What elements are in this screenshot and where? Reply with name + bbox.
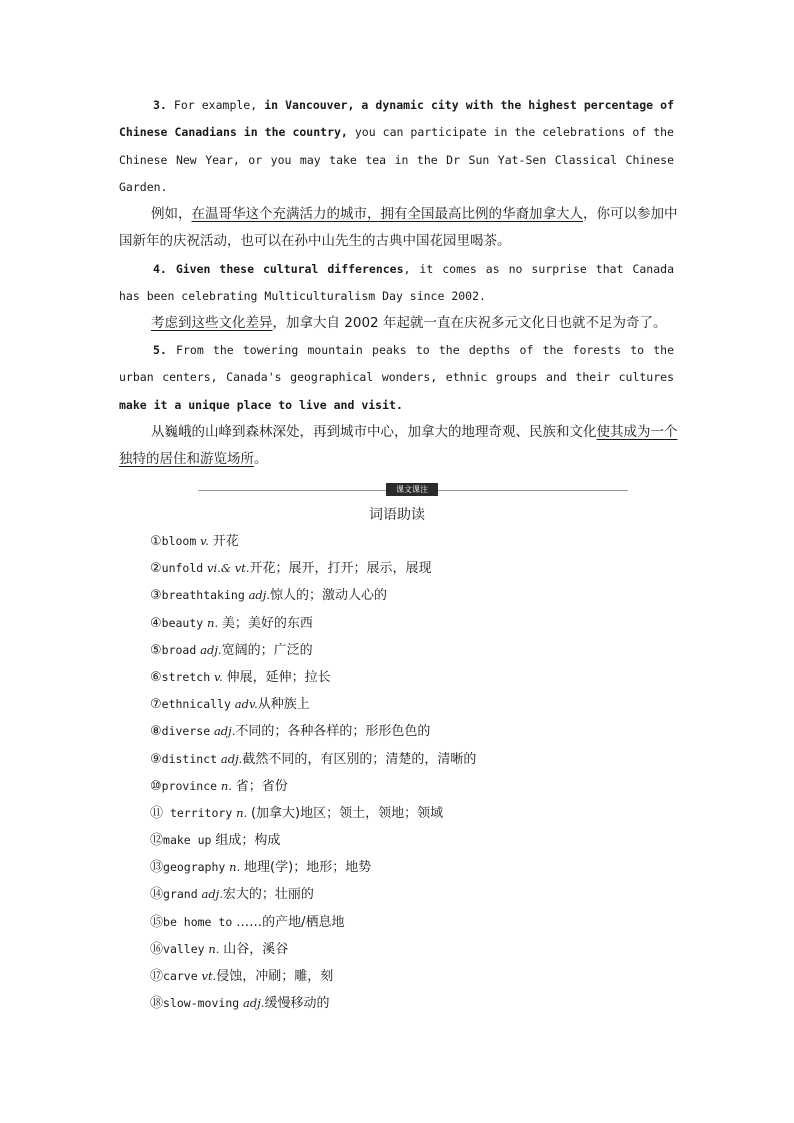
vocab-meaning: 组成；构成 (215, 833, 281, 849)
vocab-word: broad (161, 642, 197, 657)
vocab-word: distinct (161, 751, 218, 766)
vocab-pos: v. (200, 534, 209, 548)
vocab-item (150, 555, 670, 582)
vocab-item (150, 610, 670, 637)
vocab-word: geography (163, 860, 226, 875)
vocab-word: carve (163, 969, 198, 983)
vocab-item (150, 582, 670, 609)
vocab-pos: adj. (213, 724, 236, 739)
vocab-item (150, 936, 670, 963)
vocab-meaning: 宏大的；壮丽的 (222, 887, 314, 903)
passage-3-en-part-1: in Vancouver, a dynamic city with the highest percentage of Chinese Canadians in the country, (119, 98, 674, 140)
vocab-number: ② (150, 561, 162, 577)
passage-5-zh-part-1: 使其成为一个独特的居住和游览场所 (119, 424, 678, 468)
vocab-title: 词语助读 (369, 507, 425, 523)
vocab-item (150, 637, 670, 664)
vocab-word: bloom (161, 534, 197, 548)
passage-4-english (119, 256, 674, 311)
passage-3-zh-part-2: ，你可以参加中国新年的庆祝活动，也可以在孙中山先生的古典中国花园里喝茶。 (119, 206, 678, 250)
vocab-word: stretch (161, 669, 211, 684)
vocab-meaning: 不同的；各种各样的；形形色色的 (235, 724, 431, 740)
vocab-meaning: 侵蚀，冲刷；雕，刻 (216, 969, 334, 984)
vocab-number: ⑫ (150, 833, 164, 849)
vocab-item (150, 909, 670, 936)
vocab-number: ⑪ (150, 805, 164, 821)
vocab-item (150, 800, 670, 827)
vocab-meaning: 美；美好的东西 (221, 615, 313, 631)
vocab-pos: vt. (201, 969, 217, 983)
passage-3-zh-part-1: 在温哥华这个充满活力的城市，拥有全国最高比例的华裔加拿大人 (191, 206, 583, 222)
vocab-pos: adj. (201, 887, 223, 902)
vocab-meaning: (加拿大)地区；领土，领地；领域 (250, 805, 444, 821)
vocab-item (150, 773, 670, 800)
vocab-number: ⑱ (150, 996, 164, 1012)
vocab-number: ⑯ (150, 941, 164, 957)
passage-5-number: 5. (153, 343, 167, 357)
passage-3-chinese (119, 201, 679, 256)
vocab-item (150, 854, 670, 881)
vocab-word: slow-moving (163, 996, 240, 1011)
passage-3-zh-part-0: 例如， (151, 206, 192, 222)
vocab-number: ⑧ (150, 724, 162, 740)
vocab-number: ⑤ (150, 642, 162, 658)
vocab-word: territory (163, 805, 233, 820)
vocab-pos: n. (220, 778, 232, 793)
vocab-pos: adj. (248, 588, 271, 603)
vocab-pos: v. (213, 669, 223, 684)
vocab-word: beauty (161, 615, 204, 630)
vocab-pos: adj. (243, 996, 265, 1011)
vocab-word: make up (163, 833, 212, 848)
vocab-pos: vi.& vt. (207, 561, 250, 576)
vocab-item (150, 827, 670, 854)
vocab-list (150, 528, 670, 1017)
vocab-word: be home to (163, 914, 233, 929)
vocab-word: unfold (161, 561, 204, 576)
vocab-item (150, 963, 670, 990)
vocab-number: ⑬ (150, 860, 164, 876)
vocab-item (150, 691, 670, 718)
vocab-pos: n. (207, 615, 219, 630)
vocab-item (150, 881, 670, 908)
passage-4-en-part-1: , it comes as no surprise that Canada has been celebrating Multiculturalism Day since 2002. (119, 262, 674, 304)
vocab-word: ethnically (161, 697, 231, 712)
vocab-number: ⑦ (150, 697, 162, 713)
section-tag: 课文课注 (386, 483, 438, 496)
passage-3-en-part-2: you can participate in the celebrations of the Chinese New Year, or you may take tea in the Dr Sun Yat-Sen Classical Chinese Garden. (119, 125, 674, 194)
vocab-number: ⑩ (150, 778, 162, 794)
passage-5-zh-part-0: 从巍峨的山峰到森林深处，再到城市中心，加拿大的地理奇观、民族和文化 (151, 424, 597, 440)
passage-3-en-part-0: For example, (166, 98, 265, 112)
vocab-pos: adj. (200, 642, 222, 657)
vocab-item (150, 718, 670, 745)
vocab-meaning: ……的产地/栖息地 (236, 914, 345, 930)
vocab-number: ① (150, 534, 162, 549)
vocab-meaning: 惊人的；激动人心的 (270, 588, 388, 604)
passage-5-chinese (119, 419, 679, 474)
vocab-number: ⑮ (150, 914, 164, 930)
vocab-number: ③ (150, 588, 162, 604)
vocab-pos: n. (229, 860, 241, 875)
passage-5-en-part-1: make it a unique place to live and visit. (119, 397, 403, 412)
passage-4-chinese (119, 310, 679, 337)
vocab-meaning: 宽阔的；广泛的 (221, 642, 313, 658)
vocab-pos: n. (208, 941, 220, 956)
passage-5-english (119, 337, 674, 419)
vocab-meaning: 伸展，延伸；拉长 (226, 669, 331, 685)
vocab-item (150, 664, 670, 691)
vocab-number: ⑨ (150, 751, 162, 767)
vocab-word: valley (163, 941, 205, 956)
passage-4-number: 4. (153, 262, 167, 276)
vocab-pos: n. (236, 805, 248, 820)
vocab-item (150, 528, 670, 555)
vocab-pos: adj. (220, 751, 243, 766)
vocab-item (150, 746, 670, 773)
passage-5-en-part-0: From the towering mountain peaks to the depths of the forests to the urban centers, Canada's geographical wonders, ethnic groups and their cultures (119, 343, 674, 385)
vocab-word: grand (163, 887, 198, 902)
vocab-number: ④ (150, 615, 162, 631)
vocab-number: ⑰ (150, 969, 164, 984)
vocab-meaning: 地理(学)；地形；地势 (244, 860, 372, 876)
vocab-word: diverse (161, 724, 211, 739)
vocab-word: province (161, 778, 218, 793)
vocab-item (150, 990, 670, 1017)
vocab-number: ⑥ (150, 669, 162, 685)
passage-4-zh-part-0: 考虑到这些文化差异 (151, 315, 273, 331)
vocab-meaning: 山谷，溪谷 (223, 941, 289, 957)
passage-3-english (119, 92, 674, 201)
vocab-number: ⑭ (150, 887, 164, 903)
vocab-meaning: 从种族上 (257, 697, 310, 713)
passage-4-en-part-0: Given these cultural differences (166, 262, 404, 276)
vocab-pos: adv. (234, 697, 258, 712)
vocab-meaning: 缓慢移动的 (264, 996, 330, 1012)
passage-5-zh-part-2: 。 (254, 451, 268, 468)
vocab-meaning: 开花；展开，打开；展示，展现 (249, 561, 432, 577)
passage-4-zh-part-1: ，加拿大自 2002 年起就一直在庆祝多元文化日也就不足为奇了。 (272, 315, 667, 331)
vocab-meaning: 省；省份 (235, 778, 288, 794)
vocab-meaning: 开花 (212, 534, 239, 549)
vocab-meaning: 截然不同的，有区别的；清楚的，清晰的 (242, 751, 477, 767)
passage-3-number: 3. (153, 98, 167, 112)
vocab-word: breathtaking (161, 588, 245, 603)
